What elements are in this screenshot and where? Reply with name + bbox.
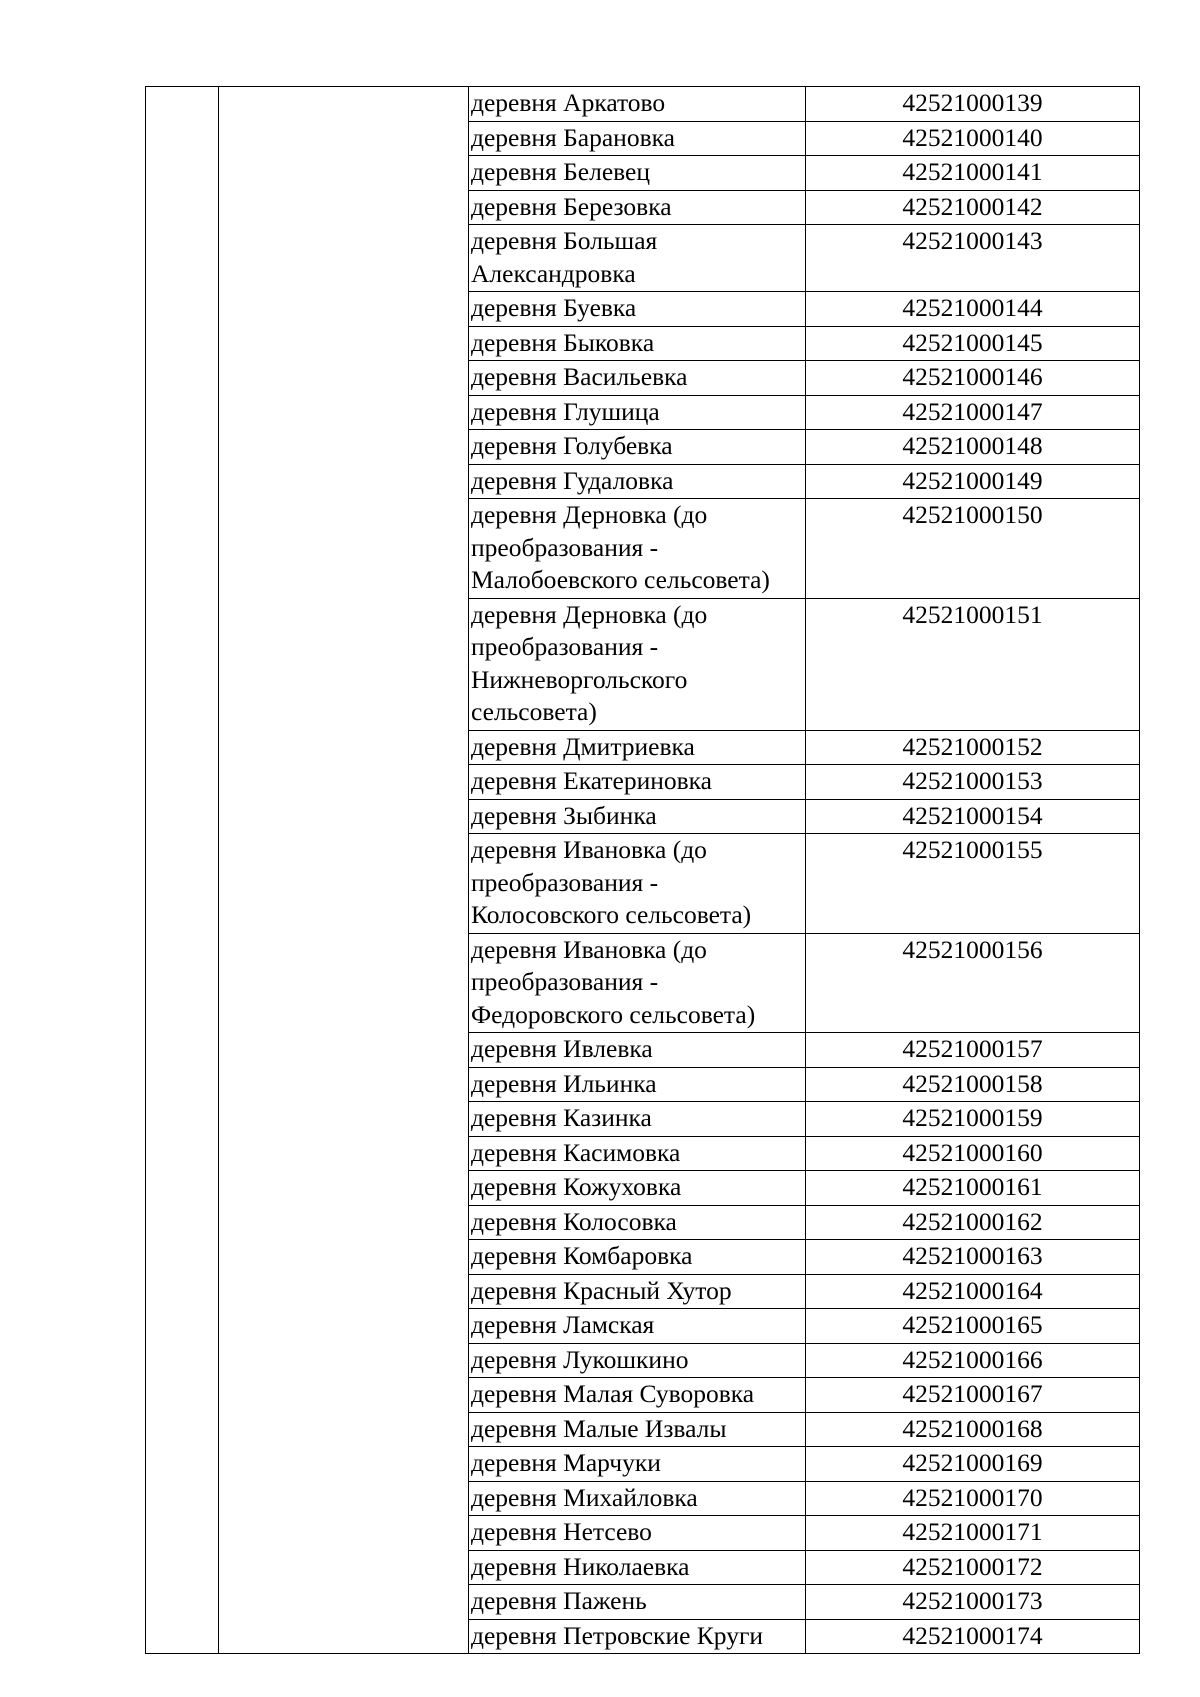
oktmo-code-cell: 42521000148: [806, 430, 1140, 465]
settlement-name-cell: деревня Николаевка: [469, 1550, 806, 1585]
oktmo-code-cell: 42521000162: [806, 1205, 1140, 1240]
oktmo-code-cell: 42521000166: [806, 1343, 1140, 1378]
settlement-name-cell: деревня Малая Суворовка: [469, 1378, 806, 1413]
oktmo-code-cell: 42521000161: [806, 1171, 1140, 1206]
settlement-name-cell: деревня Лукошкино: [469, 1343, 806, 1378]
oktmo-code-cell: 42521000172: [806, 1550, 1140, 1585]
settlement-name-cell: деревня Аркатово: [469, 87, 806, 122]
settlement-name-cell: деревня Белевец: [469, 156, 806, 191]
oktmo-code-cell: 42521000155: [806, 834, 1140, 934]
oktmo-code-cell: 42521000143: [806, 225, 1140, 292]
oktmo-code-cell: 42521000152: [806, 730, 1140, 765]
settlement-name-cell: деревня Казинка: [469, 1102, 806, 1137]
settlements-table: [145, 86, 1140, 1654]
settlement-name-cell: деревня Дерновка (до преобразования - Нижневоргольского сельсовета): [469, 598, 806, 730]
oktmo-code-cell: 42521000170: [806, 1481, 1140, 1516]
settlement-name-cell: деревня Колосовка: [469, 1205, 806, 1240]
settlement-name-cell: деревня Гудаловка: [469, 464, 806, 499]
oktmo-code-cell: 42521000144: [806, 292, 1140, 327]
empty-number-cell: [146, 87, 219, 1654]
settlement-name-cell: деревня Михайловка: [469, 1481, 806, 1516]
oktmo-code-cell: 42521000154: [806, 799, 1140, 834]
oktmo-code-cell: 42521000141: [806, 156, 1140, 191]
oktmo-code-cell: 42521000174: [806, 1619, 1140, 1654]
settlement-name-cell: деревня Ивановка (до преобразования - Колосовского сельсовета): [469, 834, 806, 934]
oktmo-code-cell: 42521000140: [806, 121, 1140, 156]
settlement-name-cell: деревня Марчуки: [469, 1447, 806, 1482]
settlement-name-cell: деревня Петровские Круги: [469, 1619, 806, 1654]
settlement-name-cell: деревня Барановка: [469, 121, 806, 156]
table-body: [146, 87, 1140, 1654]
settlement-name-cell: деревня Васильевка: [469, 361, 806, 396]
settlement-name-cell: деревня Екатериновка: [469, 765, 806, 800]
oktmo-code-cell: 42521000171: [806, 1516, 1140, 1551]
settlement-name-cell: деревня Комбаровка: [469, 1240, 806, 1275]
settlement-name-cell: деревня Зыбинка: [469, 799, 806, 834]
settlement-name-cell: деревня Красный Хутор: [469, 1274, 806, 1309]
settlement-name-cell: деревня Ивлевка: [469, 1033, 806, 1068]
oktmo-code-cell: 42521000163: [806, 1240, 1140, 1275]
settlement-name-cell: деревня Большая Александровка: [469, 225, 806, 292]
oktmo-code-cell: 42521000173: [806, 1585, 1140, 1620]
oktmo-code-cell: 42521000142: [806, 190, 1140, 225]
oktmo-code-cell: 42521000164: [806, 1274, 1140, 1309]
oktmo-code-cell: 42521000147: [806, 395, 1140, 430]
settlement-name-cell: деревня Касимовка: [469, 1136, 806, 1171]
settlement-name-cell: деревня Ильинка: [469, 1067, 806, 1102]
oktmo-code-cell: 42521000169: [806, 1447, 1140, 1482]
settlement-name-cell: деревня Нетсево: [469, 1516, 806, 1551]
settlement-name-cell: деревня Березовка: [469, 190, 806, 225]
oktmo-code-cell: 42521000157: [806, 1033, 1140, 1068]
settlement-name-cell: деревня Малые Извалы: [469, 1412, 806, 1447]
oktmo-code-cell: 42521000146: [806, 361, 1140, 396]
oktmo-code-cell: 42521000168: [806, 1412, 1140, 1447]
settlement-name-cell: деревня Быковка: [469, 326, 806, 361]
empty-municipality-cell: [219, 87, 469, 1654]
settlement-name-cell: деревня Дмитриевка: [469, 730, 806, 765]
settlement-name-cell: деревня Глушица: [469, 395, 806, 430]
settlement-name-cell: деревня Ивановка (до преобразования - Федоровского сельсовета): [469, 933, 806, 1033]
oktmo-code-cell: 42521000145: [806, 326, 1140, 361]
oktmo-code-cell: 42521000150: [806, 499, 1140, 599]
settlement-name-cell: деревня Ламская: [469, 1309, 806, 1344]
settlement-name-cell: деревня Пажень: [469, 1585, 806, 1620]
settlement-name-cell: деревня Кожуховка: [469, 1171, 806, 1206]
settlement-name-cell: деревня Голубевка: [469, 430, 806, 465]
oktmo-code-cell: 42521000158: [806, 1067, 1140, 1102]
table-row: [146, 87, 1140, 122]
oktmo-code-cell: 42521000151: [806, 598, 1140, 730]
settlement-name-cell: деревня Дерновка (до преобразования - Малобоевского сельсовета): [469, 499, 806, 599]
settlement-name-cell: деревня Буевка: [469, 292, 806, 327]
oktmo-code-cell: 42521000165: [806, 1309, 1140, 1344]
oktmo-code-cell: 42521000149: [806, 464, 1140, 499]
oktmo-code-cell: 42521000159: [806, 1102, 1140, 1137]
oktmo-code-cell: 42521000139: [806, 87, 1140, 122]
oktmo-code-cell: 42521000160: [806, 1136, 1140, 1171]
oktmo-code-cell: 42521000167: [806, 1378, 1140, 1413]
oktmo-code-cell: 42521000156: [806, 933, 1140, 1033]
oktmo-code-cell: 42521000153: [806, 765, 1140, 800]
